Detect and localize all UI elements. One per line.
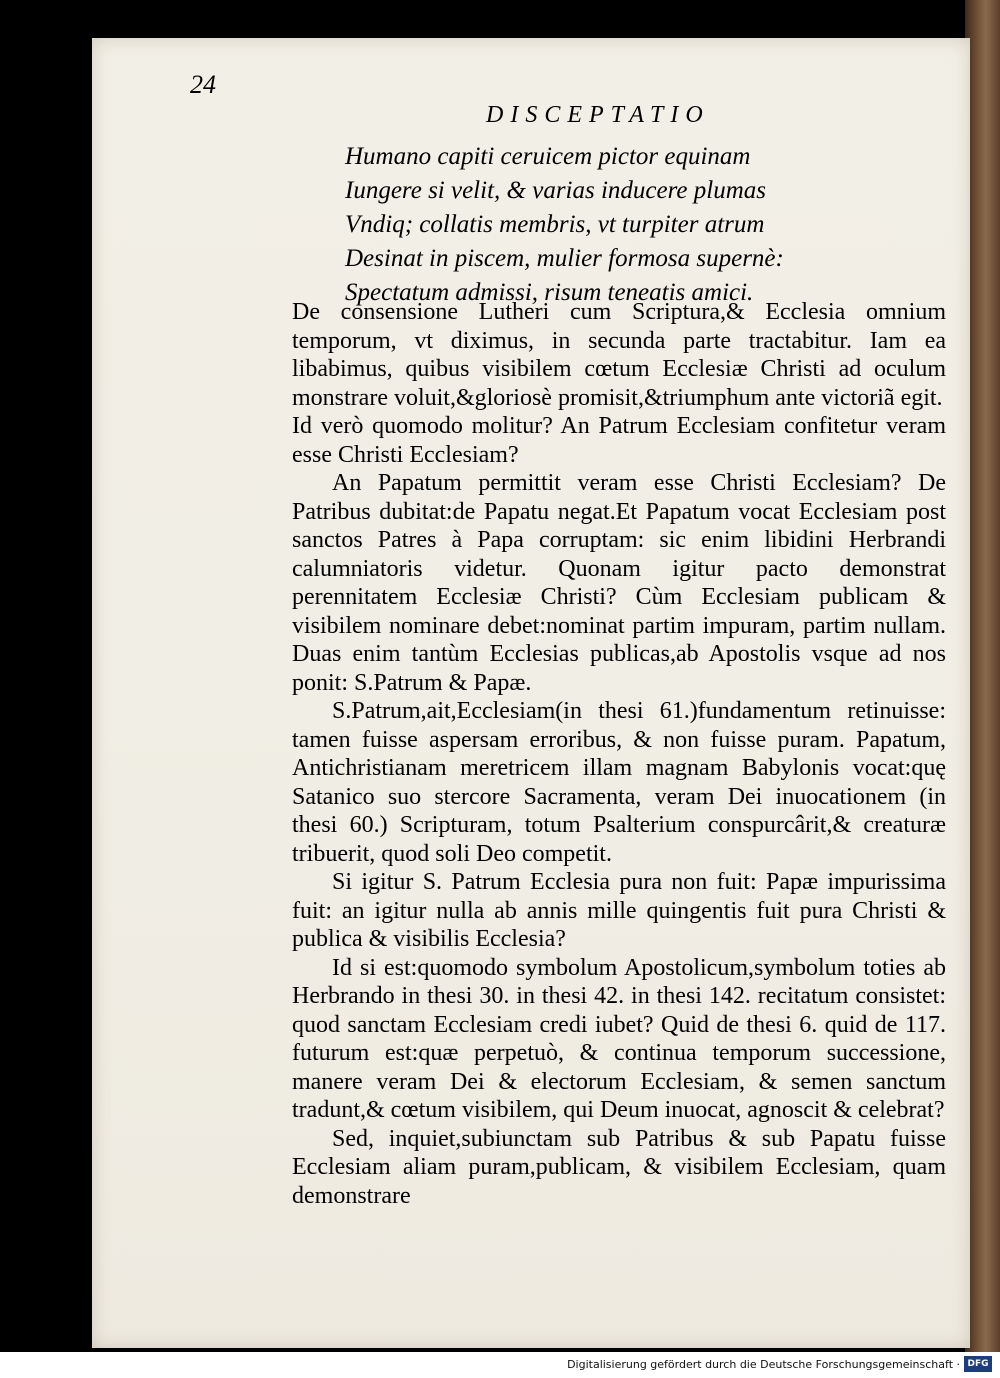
footer-credit: Digitalisierung gefördert durch die Deutsche Forschungsgemeinschaft · bbox=[567, 1358, 960, 1371]
paragraph: Id si est:quomodo symbolum Apostolicum,symbolum toties ab Herbrando in thesi 30. in thesi 42. in thesi 142. recitatum consistet: quod sanctam Ecclesiam credi iubet? Quid de thesi 6. quid de 117. futurum est:quæ perpetuò, & continua temporum successione, manere veram Dei & electorum Ecclesiam, & semen sanctum tradunt,& cœtum visibilem, qui Deum inuocat, agnoscit & celebrat? bbox=[292, 954, 946, 1123]
verse-line: Iungere si velit, & varias inducere plumas bbox=[345, 177, 766, 204]
running-head: DISCEPTATIO bbox=[486, 102, 710, 128]
paragraph: S.Patrum,ait,Ecclesiam(in thesi 61.)fundamentum retinuisse: tamen fuisse aspersam erroribus, & non fuisse puram. Papatum, Antichristianam meretricem illam magnam Babylonis vocat:quę Satanico suo stercore Sacramenta, veram Dei inuocationem (in thesi 60.) Scripturam, totum Psalterium conspurcârit,& creaturæ tribuerit, quod soli Deo competit. bbox=[292, 698, 946, 867]
page-number: 24 bbox=[190, 70, 216, 99]
paragraph: Id verò quomodo molitur? An Patrum Ecclesiam confitetur veram esse Christi Ecclesiam? bbox=[292, 413, 946, 468]
paragraph: Si igitur S. Patrum Ecclesia pura non fuit: Papæ impurissima fuit: an igitur nulla ab annis mille quingentis fuit pura Christi & publica & visibilis Ecclesia? bbox=[292, 869, 946, 952]
paragraph: Sed, inquiet,subiunctam sub Patribus & sub Papatu fuisse Ecclesiam aliam puram,publicam, & visibilem Ecclesiam, quam demonstrare bbox=[292, 1125, 946, 1209]
body-text bbox=[292, 298, 946, 1210]
verse-line: Spectatum admissi, risum teneatis amici. bbox=[345, 279, 754, 306]
paragraph: An Papatum permittit veram esse Christi Ecclesiam? De Patribus dubitat:de Papatu negat.Et Papatum vocat Ecclesiam post sanctos Patres à Papa corruptam: sic enim libidini Herbrandi calumniatoris videtur. Quonam igitur pacto demonstrat perennitatem Ecclesiæ Christi? Cùm Ecclesiam publicam & visibilem nominare debet:nominat partim impuram, partim nullam. Duas enim tantùm Ecclesias publicas,ab Apostolis vsque ad nos ponit: S.Patrum & Papæ. bbox=[292, 470, 946, 696]
verse-line: Desinat in piscem, mulier formosa supernè: bbox=[345, 245, 784, 272]
dfg-logo[interactable]: DFG bbox=[964, 1356, 992, 1372]
book-edge bbox=[965, 0, 1000, 1352]
verse-line: Vndiq; collatis membris, vt turpiter atrum bbox=[345, 211, 765, 238]
verse-quotation bbox=[345, 140, 845, 310]
paragraph: De consensione Lutheri cum Scriptura,& Ecclesia omnium temporum, vt diximus, in secunda parte tractabitur. Iam ea libabimus, quibus visibilem cœtum Ecclesiæ Christi ad oculum monstrare voluit,&gloriosè promisit,&triumphum ante victoriã egit. bbox=[292, 299, 946, 411]
verse-line: Humano capiti ceruicem pictor equinam bbox=[345, 143, 751, 170]
